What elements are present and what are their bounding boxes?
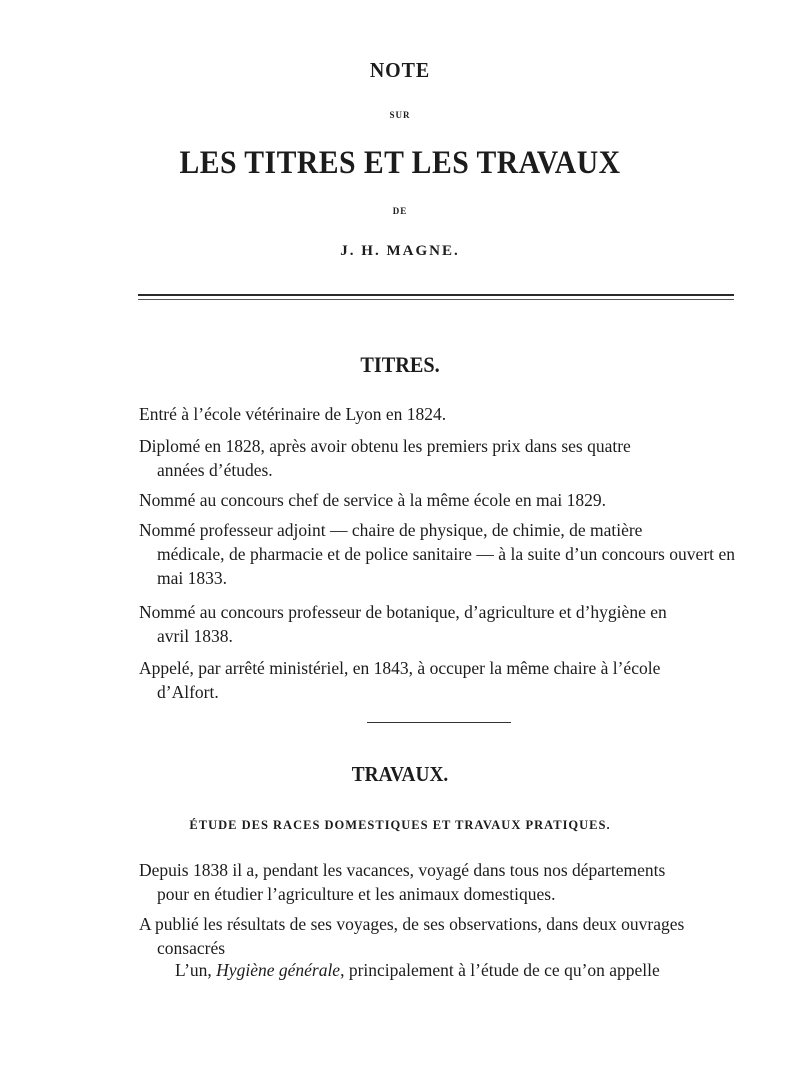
entry-continuation: années d’études. (157, 460, 273, 480)
entry-text: Nommé professeur adjoint — chaire de physique, de chimie, de matière (139, 520, 643, 540)
text-start: L’un, (175, 960, 217, 980)
entry-continuation: d’Alfort. (157, 682, 219, 702)
entry-text: Nommé au concours chef de service à la même école en mai 1829. (139, 490, 606, 510)
titres-entry-4 (139, 518, 735, 590)
titres-entry-3 (139, 488, 735, 512)
page-title: LES TITRES ET LES TRAVAUX (179, 145, 621, 181)
titres-entry-1 (139, 402, 735, 426)
travaux-paragraph-1 (139, 858, 735, 906)
paragraph-continuation: consacrés (157, 938, 226, 958)
double-divider (138, 294, 734, 296)
entry-text: Entré à l’école vétérinaire de Lyon en 1824. (139, 404, 447, 424)
travaux-subheading: ÉTUDE DES RACES DOMESTIQUES ET TRAVAUX PRATIQUES. (189, 818, 611, 832)
travaux-paragraph-2 (139, 912, 735, 960)
entry-continuation: médicale, de pharmacie et de police sanitaire — à la suite d’un concours ouvert en mai 1833. (157, 544, 735, 588)
de-label: DE (392, 206, 408, 216)
travaux-paragraph-3 (139, 958, 735, 982)
paragraph-continuation: pour en étudier l’agriculture et les animaux domestiques. (157, 884, 556, 904)
paragraph-text: Depuis 1838 il a, pendant les vacances, voyagé dans tous nos départements (139, 860, 666, 880)
italic-title: Hygiène générale (216, 960, 341, 980)
sur-label: SUR (389, 110, 411, 120)
note-title: NOTE (369, 58, 431, 82)
titres-heading: TITRES. (360, 352, 440, 377)
paragraph-text (139, 958, 735, 982)
entry-text: Diplomé en 1828, après avoir obtenu les premiers prix dans ses quatre (139, 436, 631, 456)
entry-continuation: avril 1838. (157, 626, 233, 646)
entry-text: Appelé, par arrêté ministériel, en 1843, à occuper la même chaire à l’école (139, 658, 661, 678)
titres-entry-6 (139, 656, 735, 704)
entry-text: Nommé au concours professeur de botanique, d’agriculture et d’hygiène en (139, 602, 667, 622)
section-divider (367, 722, 511, 723)
travaux-heading: TRAVAUX. (351, 762, 449, 786)
paragraph-text: A publié les résultats de ses voyages, de ses observations, dans deux ouvrages (139, 914, 685, 934)
text-end: , principalement à l’étude de ce qu’on appelle (340, 960, 660, 980)
titres-entry-2 (139, 434, 735, 482)
titres-entry-5 (139, 600, 735, 648)
author-name: J. H. MAGNE. (340, 243, 460, 259)
